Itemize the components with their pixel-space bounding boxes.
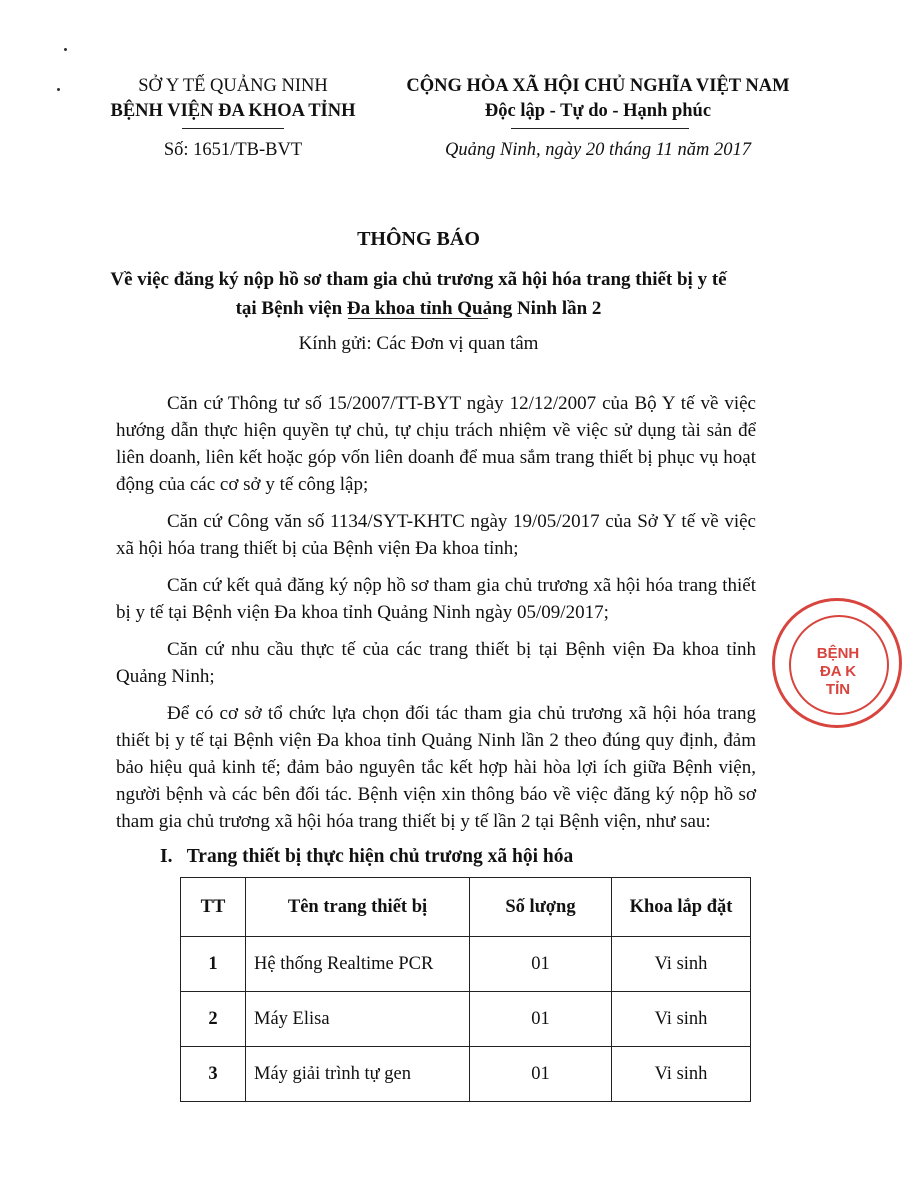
cell-department: Vi sinh [612,992,751,1047]
scan-speck [57,88,60,91]
body-paragraph-5: Để có cơ sở tổ chức lựa chọn đối tác tham gia chủ trương xã hội hóa trang thiết bị y tế tại Bệnh viện Đa khoa tỉnh Quảng Ninh lần 2 theo đúng quy định, đảm bảo hiệu quả kinh tế; đảm bảo nguyên tắc kết hợp hài hòa lợi ích giữa Bệnh viện, người bệnh và các bên đối tác. Bệnh viện xin thông báo về việc đăng ký nộp hồ sơ tham gia chủ trương xã hội hóa trang thiết bị y tế lần 2 tại Bệnh viện, như sau: [116,703,756,832]
agency-block [88,74,378,124]
subtitle-line-1: Về việc đăng ký nộp hồ sơ tham gia chủ trương xã hội hóa trang thiết bị y tế [110,269,727,290]
cell-name: Hệ thống Realtime PCR [246,937,470,992]
agency-underline [182,128,284,129]
table-row [181,992,751,1047]
nation-line-1: CỘNG HÒA XÃ HỘI CHỦ NGHĨA VIỆT NAM [406,76,790,96]
scan-speck [64,48,67,51]
cell-quantity: 01 [470,937,612,992]
agency-line-2: BỆNH VIỆN ĐA KHOA TỈNH [110,101,356,121]
body-paragraph-3: Căn cứ kết quả đăng ký nộp hồ sơ tham gia chủ trương xã hội hóa trang thiết bị y tế tại Bệnh viện Đa khoa tỉnh Quảng Ninh ngày 05/09/2017; [116,575,756,623]
cell-name: Máy giải trình tự gen [246,1047,470,1102]
cell-tt: 3 [181,1047,246,1102]
stamp-text-line-1: BỆNH [816,645,860,662]
equipment-table [180,877,751,1102]
cell-department: Vi sinh [612,937,751,992]
col-header-department: Khoa lắp đặt [612,878,751,937]
section-heading: I. Trang thiết bị thực hiện chủ trương xã hội hóa [160,846,574,867]
col-header-tt: TT [181,878,246,937]
table-header-row [181,878,751,937]
subtitle-line-2: tại Bệnh viện Đa khoa tỉnh Quảng Ninh lần 2 [235,298,602,319]
table-row [181,1047,751,1102]
table-row [181,937,751,992]
nation-line-2: Độc lập - Tự do - Hạnh phúc [484,101,712,121]
cell-department: Vi sinh [612,1047,751,1102]
col-header-name: Tên trang thiết bị [246,878,470,937]
subtitle-underline [348,318,488,319]
cell-tt: 1 [181,937,246,992]
cell-name: Máy Elisa [246,992,470,1047]
greeting-line: Kính gửi: Các Đơn vị quan tâm [298,333,539,354]
col-header-quantity: Số lượng [470,878,612,937]
cell-quantity: 01 [470,992,612,1047]
body-paragraph-1: Căn cứ Thông tư số 15/2007/TT-BYT ngày 12/12/2007 của Bộ Y tế về việc hướng dẫn thực hiện quyền tự chủ, tự chịu trách nhiệm về việc sử dụng tài sản để liên doanh, liên kết hoặc góp vốn liên doanh để mua sắm trang thiết bị phục vụ hoạt động của các cơ sở y tế công lập; [116,393,756,495]
place-date: Quảng Ninh, ngày 20 tháng 11 năm 2017 [445,140,751,160]
stamp-text-line-3: TỈN [825,681,851,698]
document-title: THÔNG BÁO [357,228,480,250]
body-paragraph-4: Căn cứ nhu cầu thực tế của các trang thiết bị tại Bệnh viện Đa khoa tỉnh Quảng Ninh; [116,639,756,687]
official-stamp [772,598,902,728]
document-body [116,390,756,845]
stamp-text-line-2: ĐA K [819,663,857,680]
document-subtitle [60,265,777,323]
motto-underline [511,128,689,129]
agency-line-1: SỞ Y TẾ QUẢNG NINH [138,76,328,96]
cell-quantity: 01 [470,1047,612,1102]
document-number: Số: 1651/TB-BVT [163,140,303,160]
body-paragraph-2: Căn cứ Công văn số 1134/SYT-KHTC ngày 19/05/2017 của Sở Y tế về việc xã hội hóa trang thiết bị của Bệnh viện Đa khoa tỉnh; [116,511,756,559]
national-motto-block [388,74,808,124]
cell-tt: 2 [181,992,246,1047]
